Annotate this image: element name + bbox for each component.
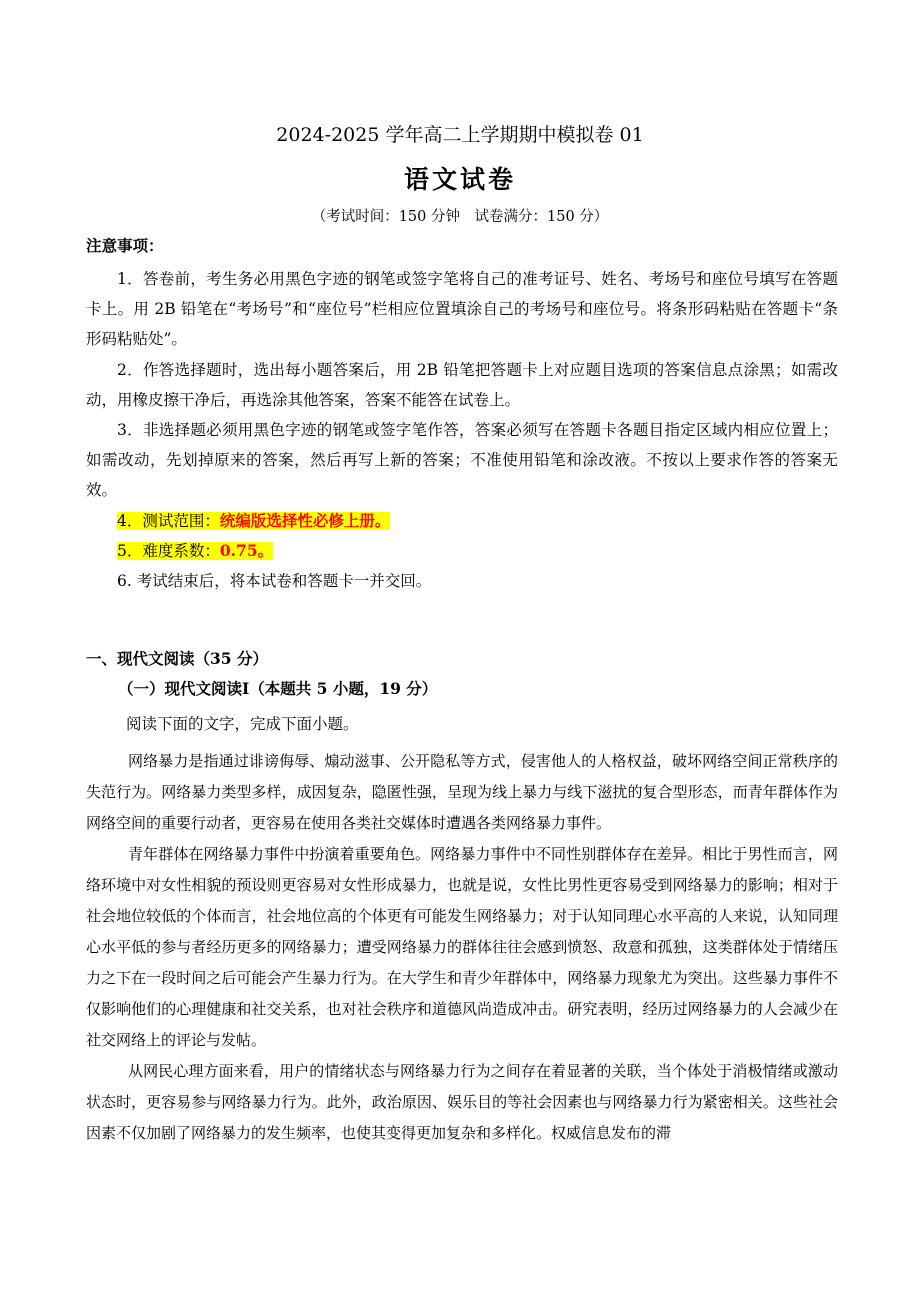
notice-item-3: 3．非选择题必须用黑色字迹的钢笔或签字笔作答，答案必须写在答题卡各题目指定区域内相应位置上；如需改动，先划掉原来的答案，然后再写上新的答案；不准使用铅笔和涂改液。不按以上要求作答的答案无效。: [86, 421, 838, 500]
notice-item-5: [86, 536, 838, 566]
scope-highlight: [117, 512, 390, 530]
exam-header-title: 2024-2025 学年高二上学期期中模拟卷 01: [276, 124, 644, 146]
notice-item-6: 6. 考试结束后，将本试卷和答题卡一并交回。: [117, 572, 432, 591]
section-heading: 一、现代文阅读（35 分）: [86, 649, 268, 668]
notice-item-4: [86, 506, 838, 536]
subject-title: 语文试卷: [403, 165, 516, 194]
passage-paragraph-3: 从网民心理方面来看，用户的情绪状态与网络暴力行为之间存在着显著的关联，当个体处于消极情绪或激动状态时，更容易参与网络暴力行为。此外，政治原因、娱乐目的等社会因素也与网络暴力行为紧密相关。这些社会因素不仅加剧了网络暴力的发生频率，也使其变得更加复杂和多样化。权威信息发布的滞: [86, 1062, 838, 1142]
reading-passage: [86, 746, 838, 1149]
passage-paragraph-2: 青年群体在网络暴力事件中扮演着重要角色。网络暴力事件中不同性别群体存在差异。相比于男性而言，网络环境中对女性相貌的预设则更容易对女性形成暴力，也就是说，女性比男性更容易受到网络暴力的影响；相对于社会地位较低的个体而言，社会地位高的个体更有可能发生网络暴力；对于认知同理心水平高的人来说，认知同理心水平低的参与者经历更多的网络暴力；遭受网络暴力的群体往往会感到愤怒、敌意和孤独，这类群体处于情绪压力之下在一段时间之后可能会产生暴力行为。在大学生和青少年群体中，网络暴力现象尤为突出。这些暴力事件不仅影响他们的心理健康和社交关系，也对社会秩序和道德风尚造成冲击。研究表明，经历过网络暴力的人会减少在社交网络上的评论与发帖。: [86, 845, 838, 1049]
notice-item-1: 1．答卷前，考生务必用黑色字迹的钢笔或签字笔将自己的准考证号、姓名、考场号和座位号填写在答题卡上。用 2B 铅笔在“考场号”和“座位号”栏相应位置填涂自己的考场号和座位号。将条形码粘贴在答题卡“条形码粘贴处”。: [86, 270, 838, 349]
scope-value: 统编版选择性必修上册。: [219, 510, 391, 530]
difficulty-label: 5．难度系数：: [117, 541, 220, 560]
notice-list: [86, 264, 838, 596]
notice-item-2: 2．作答选择题时，选出每小题答案后，用 2B 铅笔把答题卡上对应题目选项的答案信息点涂黑；如需改动，用橡皮擦干净后，再选涂其他答案，答案不能答在试卷上。: [86, 360, 838, 409]
difficulty-value: 0.75。: [219, 540, 274, 560]
difficulty-highlight: [117, 542, 273, 560]
notice-heading: 注意事项：: [86, 236, 164, 255]
scope-label: 4．测试范围：: [117, 511, 220, 530]
reading-instruction: 阅读下面的文字，完成下面小题。: [126, 715, 359, 733]
exam-time-and-score: （考试时间：150 分钟 试卷满分：150 分）: [311, 209, 609, 225]
passage-paragraph-1: 网络暴力是指通过诽谤侮辱、煽动滋事、公开隐私等方式，侵害他人的人格权益，破坏网络空间正常秩序的失范行为。网络暴力类型多样，成因复杂，隐匿性强，呈现为线上暴力与线下滋扰的复合型形态，而青年群体作为网络空间的重要行动者，更容易在使用各类社交媒体时遭遇各类网络暴力事件。: [86, 752, 838, 832]
subsection-heading: （一）现代文阅读Ⅰ（本题共 5 小题，19 分）: [118, 679, 438, 698]
